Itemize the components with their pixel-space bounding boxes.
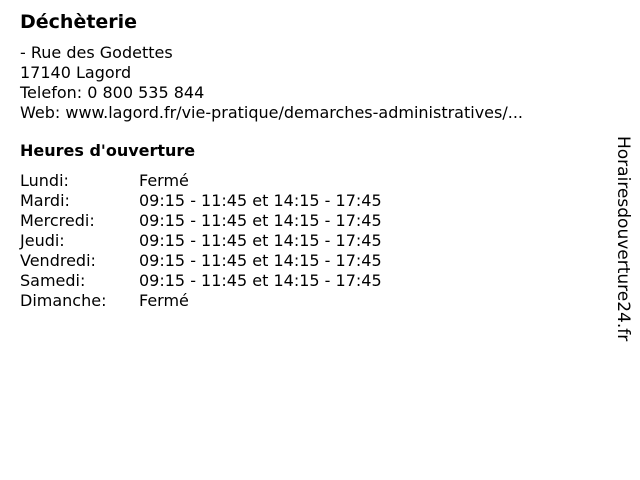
day-label: Mardi: bbox=[20, 191, 70, 210]
hours-row-jeudi bbox=[20, 231, 382, 251]
day-label: Mercredi: bbox=[20, 211, 95, 230]
hours-row-mercredi bbox=[20, 211, 382, 231]
phone-line: Telefon: 0 800 535 844 bbox=[20, 83, 205, 102]
opening-hours-table bbox=[20, 171, 382, 311]
time-value: 09:15 - 11:45 et 14:15 - 17:45 bbox=[139, 191, 382, 210]
site-watermark: Horairesdouverture24.fr bbox=[613, 136, 633, 342]
time-value: 09:15 - 11:45 et 14:15 - 17:45 bbox=[139, 211, 382, 230]
day-label: Lundi: bbox=[20, 171, 69, 190]
place-title: Déchèterie bbox=[20, 11, 138, 33]
hours-heading: Heures d'ouverture bbox=[20, 141, 196, 160]
time-value: Fermé bbox=[139, 171, 189, 190]
day-label: Vendredi: bbox=[20, 251, 96, 270]
place-card bbox=[20, 9, 600, 311]
hours-row-dimanche bbox=[20, 291, 382, 311]
time-value: 09:15 - 11:45 et 14:15 - 17:45 bbox=[139, 271, 382, 290]
web-line: Web: www.lagord.fr/vie-pratique/demarches-administratives/... bbox=[20, 103, 523, 122]
street-line: - Rue des Godettes bbox=[20, 43, 173, 62]
hours-row-samedi bbox=[20, 271, 382, 291]
day-label: Jeudi: bbox=[20, 231, 65, 250]
time-value: Fermé bbox=[139, 291, 189, 310]
hours-row-lundi bbox=[20, 171, 382, 191]
day-label: Dimanche: bbox=[20, 291, 107, 310]
address-block bbox=[20, 43, 600, 123]
time-value: 09:15 - 11:45 et 14:15 - 17:45 bbox=[139, 231, 382, 250]
day-label: Samedi: bbox=[20, 271, 86, 290]
hours-row-mardi bbox=[20, 191, 382, 211]
city-line: 17140 Lagord bbox=[20, 63, 132, 82]
hours-row-vendredi bbox=[20, 251, 382, 271]
time-value: 09:15 - 11:45 et 14:15 - 17:45 bbox=[139, 251, 382, 270]
